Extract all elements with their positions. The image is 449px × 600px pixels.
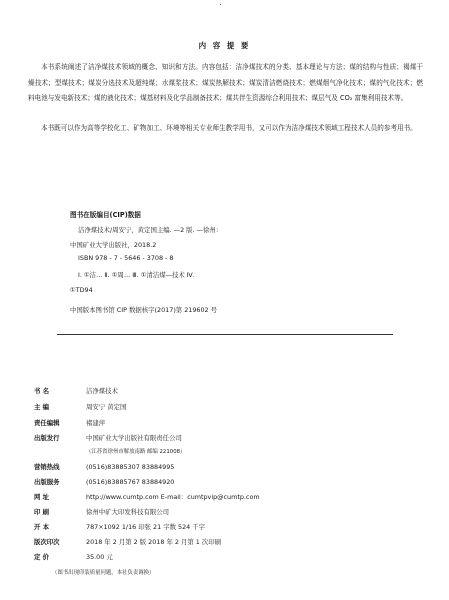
cip-heading: 图书在版编目(CIP)数据 xyxy=(70,211,141,219)
summary-paragraph-2-text: 本书既可以作为高等学校化工、矿物加工、环境等相关专业师生教学用书，又可以作为洁净煤技术领域工程技术人员的参考用书。 xyxy=(41,124,417,132)
summary-paragraph-2 xyxy=(28,121,423,137)
imprint-label: 主 编 xyxy=(34,403,50,411)
cip-line-4: Ⅰ. ①洁… Ⅱ. ①周… Ⅲ. ①清洁煤—技术 Ⅳ. xyxy=(78,271,195,279)
imprint-row-edition xyxy=(34,537,221,546)
imprint-row-printer xyxy=(34,507,169,516)
imprint-label: 营销热线 xyxy=(34,463,60,471)
imprint-label: 网 址 xyxy=(34,493,50,501)
imprint-row-publisher xyxy=(34,433,182,442)
imprint-value: 2018 年 2 月第 2 版 2018 年 2 月第 1 次印刷 xyxy=(86,538,222,546)
imprint-label: 版次印次 xyxy=(34,538,60,546)
publisher-address: （江苏省徐州市解放南路 邮编 221008） xyxy=(86,449,186,455)
imprint-row-service xyxy=(34,477,174,486)
summary-title: 内 容 提 要 xyxy=(198,41,251,50)
imprint-value: 787×1092 1/16 印张 21 字数 524 千字 xyxy=(86,523,206,531)
cip-divider xyxy=(57,334,393,335)
imprint-row-responsible-editor xyxy=(34,418,105,427)
imprint-label: 印 刷 xyxy=(34,508,50,516)
imprint-label: 责任编辑 xyxy=(34,419,60,427)
cip-line-2: 中国矿业大学出版社，2018.2 xyxy=(70,241,157,249)
imprint-label: 出版服务 xyxy=(34,478,60,486)
imprint-value: 洁净煤技术 xyxy=(86,387,118,395)
cip-line-1: 洁净煤技术/周安宁，黄定国主编. —2 版. —徐州： xyxy=(78,226,223,234)
imprint-value: 35.00 元 xyxy=(86,553,113,561)
summary-paragraph-1-text: 本书系统阐述了洁净煤技术领域的概念、知识和方法。内容包括：洁净煤技术的分类、基本理论与方法；煤的结构与性质；褐煤干燥技术；型煤技术；煤炭分选技术及超纯煤；水煤浆技术；煤炭热解技术；煤炭清洁燃烧技术；燃煤烟气净化技术；煤的气化技术；燃料电池与发电新技术；煤的液化技术；煤基材料及化学品制备技术；煤共伴生资源综合利用技术；煤层气及 CO₂ 富集利用技术等。 xyxy=(28,63,423,102)
imprint-row-price xyxy=(34,552,113,561)
quality-footnote: （图书出现印装质量问题，本社负责调换） xyxy=(52,570,155,576)
scan-speck xyxy=(220,4,221,5)
imprint-label: 定 价 xyxy=(34,553,50,561)
imprint-label: 开 本 xyxy=(34,523,50,531)
imprint-label: 书 名 xyxy=(34,387,50,395)
cip-line-5: ①TD94 xyxy=(70,286,93,294)
imprint-row-title xyxy=(34,386,118,395)
imprint-value: 徐州中矿大印发科技有限公司 xyxy=(86,508,170,516)
cip-line-3: ISBN 978 - 7 - 5646 - 3708 - 8 xyxy=(78,254,174,262)
cip-line-6: 中国版本图书馆 CIP 数据核字(2017)第 219602 号 xyxy=(70,306,218,314)
imprint-value: (0516)83885767 83884920 xyxy=(86,478,175,486)
imprint-value: 周安宁 黄定国 xyxy=(86,403,127,411)
imprint-row-format xyxy=(34,522,205,531)
imprint-row-website xyxy=(34,492,260,501)
imprint-row-editor xyxy=(34,402,126,411)
imprint-label: 出版发行 xyxy=(34,434,60,442)
imprint-row-sales-hotline xyxy=(34,462,174,471)
imprint-value: http://www.cumtp.com E-mail：cumtpvip@cumtp.com xyxy=(86,493,260,501)
imprint-value: 中国矿业大学出版社有限责任公司 xyxy=(86,434,182,442)
imprint-value: (0516)83885307 83884995 xyxy=(86,463,175,471)
imprint-value: 褚建萍 xyxy=(86,419,106,427)
summary-paragraph-1 xyxy=(28,60,423,107)
